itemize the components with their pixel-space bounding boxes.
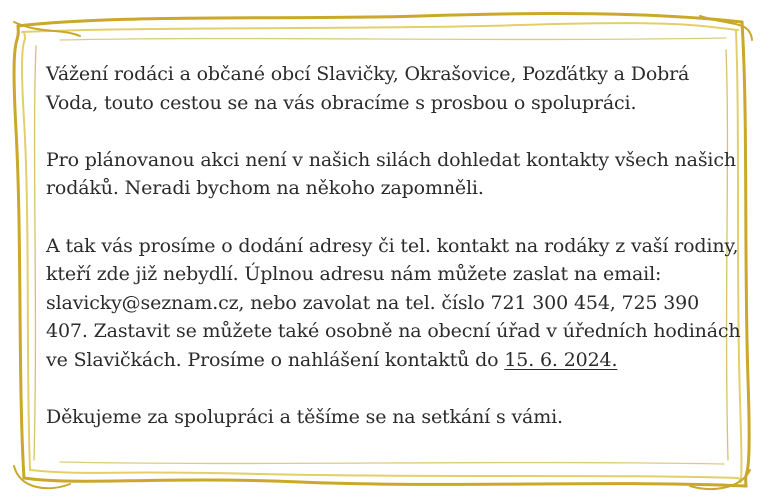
notice-text — [46, 60, 746, 432]
deadline-date: 15. 6. 2024. — [504, 348, 618, 371]
greeting-paragraph: Vážení rodáci a občané obcí Slavičky, Okrašovice, Pozďátky a Dobrá Voda, touto cestou se na vás obracíme s prosbou o spolupráci. — [46, 63, 690, 114]
request-paragraph — [46, 232, 746, 375]
thanks-paragraph: Děkujeme za spolupráci a těšíme se na setkání s vámi. — [46, 406, 563, 429]
purpose-paragraph: Pro plánovanou akci není v našich silách dohledat kontakty všech našich rodáků. Neradi bychom na někoho zapomněli. — [46, 148, 736, 200]
request-text: A tak vás prosíme o dodání adresy či tel. kontakt na rodáky z vaší rodiny, kteří zde již nebydlí. Úplnou adresu nám můžete zaslat na email: slavicky@seznam.cz, nebo zavolat na tel. číslo 721 300 454, 725 390 407. Zastavit se můžete také osobně na obecní úřad v úředních hodinách ve Slavičkách. Prosíme o nahlášení kontaktů do — [46, 234, 741, 371]
